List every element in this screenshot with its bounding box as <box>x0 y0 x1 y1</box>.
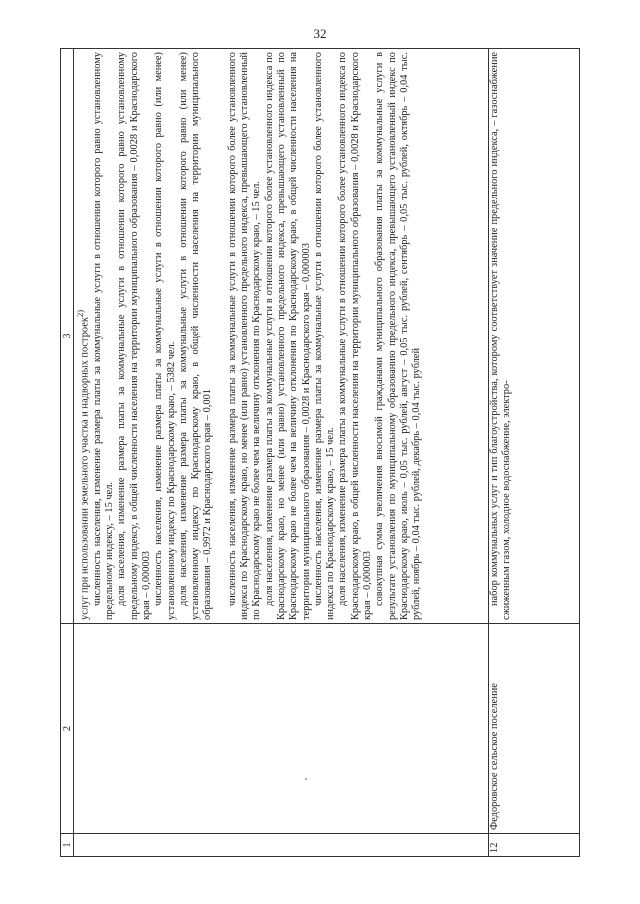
cell-num <box>74 834 489 857</box>
paragraph-5: численность населения, изменение размера платы за коммунальные услуги в отношении которого более установленного индекса по Краснодарскому краю, но менее (или равно) установленного предельного индекса, превышающего установленный по Краснодарскому краю не более чем на величину отклонения по Краснодарскому краю, – 15 чел. <box>226 52 263 620</box>
header-col-2: 2 <box>61 624 74 834</box>
header-col-1: 1 <box>61 834 74 857</box>
paragraph-7: численность населения, изменение размера платы за коммунальные услуги в отношении которого более установленного индекса по Краснодарскому краю, – 15 чел. <box>312 52 337 620</box>
page-number: 32 <box>313 26 327 41</box>
rotated-table-container <box>60 49 580 857</box>
cell-num-12: 12 <box>489 834 580 857</box>
paragraph-3: численность населения, изменение размера платы за коммунальные услуги в отношении которого равно (или менее) установленному индексу по Краснодарскому краю, – 5382 чел. <box>153 52 177 620</box>
paragraph-9: совокупная сумма увеличения вносимой гражданами муниципального образования платы за коммунальные услуги в результате установления по муниципальному образованию предельного индекса, превышающего установленный индекс по Краснодарскому краю, июль – 0,05 тыс. рублей, август – 0,05 тыс. рублей, сентябрь – 0,05 тыс. рублей, октябрь – 0,04 тыс. рублей, ноябрь – 0,04 тыс. рублей, декабрь – 0,04 тыс. рублей <box>374 52 423 620</box>
paragraph-row12: набор коммунальных услуг и тип благоустройства, которому соответствует значение предельного индекса, – газоснабжение сжиженным газом, холодное водоснабжение, электро- <box>489 52 513 620</box>
cell-description-12 <box>489 49 580 624</box>
table-row-continuation <box>74 49 489 857</box>
header-col-3: 3 <box>61 49 74 624</box>
table-header-row <box>61 49 74 857</box>
paragraph-6: доля населения, изменение размера платы за коммунальные услуги в отношении которого более установленного индекса по Краснодарскому краю, но менее (или равно) установленного предельного индекса, превышающего установленный по Краснодарскому краю не более чем на величину отклонения по Краснодарскому краю, в общей численности населения на территории муниципального образования – 0,0028 и Краснодарского края – 0,000003 <box>263 52 312 620</box>
table-row-12 <box>489 49 580 857</box>
paragraph-8: доля населения, изменение размера платы за коммунальные услуги в отношении которого более установленного индекса по Краснодарскому краю, в общей численности населения на территории муниципального образования – 0,0028 и Краснодарского края – 0,000003 <box>337 52 373 620</box>
paragraph-0: услуг при использовании земельного участка и надворных построек$^{2)}$ <box>75 309 91 620</box>
paragraph-2: доля населения, изменение размера платы за коммунальные услуги в отношении которого равно установленному предельному индексу, в общей численности населения на территории муниципального образования – 0,0028 и Краснодарского края – 0,000003 <box>116 52 152 620</box>
paragraph-1: численность населения, изменение размера платы за коммунальные услуги в отношении которого равно установленному предельному индексу, – 15 чел. <box>91 52 116 620</box>
paragraph-4: доля населения, изменение размера платы за коммунальные услуги в отношении которого равно (или менее) установленному индексу по Краснодарскому краю, в общей численности населения на территории муниципального образования – 0,9972 и Краснодарского края – 0,001 <box>177 52 214 620</box>
cell-name-12: Федоровское сельское поселение <box>489 624 580 834</box>
scan-speck <box>305 778 307 780</box>
tariff-table <box>60 48 580 857</box>
cell-name <box>74 624 489 834</box>
footnote-mark: 2) <box>75 309 85 318</box>
cell-description <box>74 49 489 624</box>
